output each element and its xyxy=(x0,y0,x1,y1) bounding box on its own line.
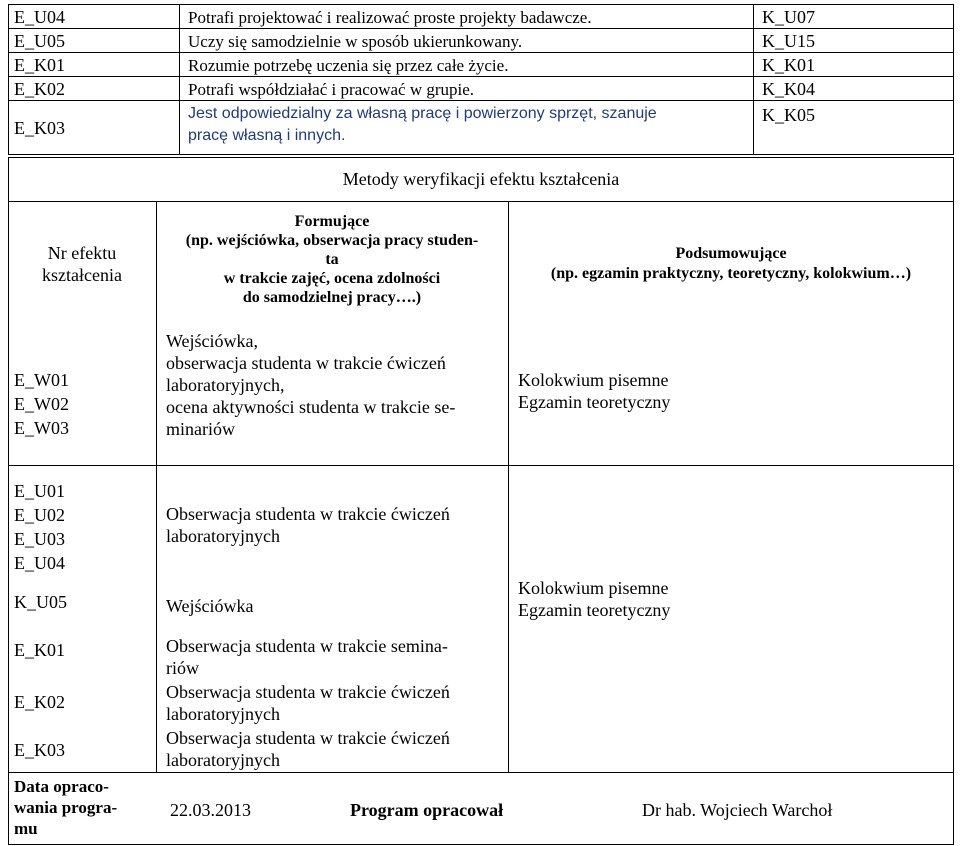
outcome-code-k01: E_K01 xyxy=(14,640,65,660)
outcome-code-ku05: K_U05 xyxy=(14,592,67,612)
formative-methods-w: Wejściówka, obserwacja studenta w trakcie ćwiczeń laboratoryjnych, ocena aktywności studenta w trakcie se- minariów xyxy=(166,331,456,439)
formative-method-k01: Obserwacja studenta w trakcie semina- riów xyxy=(166,636,448,678)
outcome-code: E_K02 xyxy=(14,79,65,99)
formative-methods-u: Obserwacja studenta w trakcie ćwiczeń laboratoryjnych xyxy=(166,504,450,546)
outcome-description: Potrafi projektować i realizować proste projekty badawcze. xyxy=(188,8,592,27)
outcome-codes-w: E_W01 E_W02 E_W03 xyxy=(14,370,69,438)
author-value: Dr hab. Wojciech Warchoł xyxy=(642,800,833,820)
date-value: 22.03.2013 xyxy=(170,800,251,820)
summative-methods-u: Kolokwium pisemne Egzamin teoretyczny xyxy=(518,578,671,620)
outcome-description: Jest odpowiedzialny za własną pracę i powierzony sprzęt, szanuje pracę własną i innych. xyxy=(188,105,657,144)
col-header-outcome: Nr efektu kształcenia xyxy=(42,243,122,285)
outcome-code-k03: E_K03 xyxy=(14,740,65,760)
outcome-description: Rozumie potrzebę uczenia się przez całe życie. xyxy=(188,56,509,75)
formative-method-k03: Obserwacja studenta w trakcie ćwiczeń laboratoryjnych xyxy=(166,728,450,770)
outcome-ref: K_K04 xyxy=(762,79,815,99)
outcome-description: Potrafi współdziałać i pracować w grupie. xyxy=(188,80,475,99)
outcome-ref: K_K01 xyxy=(762,55,815,75)
outcome-code-k02: E_K02 xyxy=(14,692,65,712)
date-label: Data opraco- wania progra- mu xyxy=(14,777,118,838)
summative-methods-w: Kolokwium pisemne Egzamin teoretyczny xyxy=(518,370,671,412)
formative-method-ku05: Wejściówka xyxy=(166,596,254,616)
outcome-ref: K_U07 xyxy=(762,7,815,27)
outcome-ref: K_K05 xyxy=(762,105,815,125)
outcome-codes-u: E_U01 E_U02 E_U03 E_U04 xyxy=(14,481,65,573)
author-label: Program opracował xyxy=(350,800,504,820)
section-title: Metody weryfikacji efektu kształcenia xyxy=(342,169,620,189)
outcome-code: E_K03 xyxy=(14,118,65,138)
outcome-code: E_K01 xyxy=(14,55,65,75)
col-header-summative: Podsumowujące (np. egzamin praktyczny, teoretyczny, kolokwium…) xyxy=(550,245,912,282)
outcome-ref: K_U15 xyxy=(762,31,815,51)
outcome-code: E_U04 xyxy=(14,7,65,27)
formative-method-k02: Obserwacja studenta w trakcie ćwiczeń laboratoryjnych xyxy=(166,682,450,724)
outcome-description: Uczy się samodzielnie w sposób ukierunkowany. xyxy=(188,32,523,51)
outcome-code: E_U05 xyxy=(14,31,65,51)
col-header-formative: Formujące (np. wejściówka, obserwacja pracy studen- ta w trakcie zajęć, ocena zdolności do samodzielnej pracy….) xyxy=(185,213,479,306)
